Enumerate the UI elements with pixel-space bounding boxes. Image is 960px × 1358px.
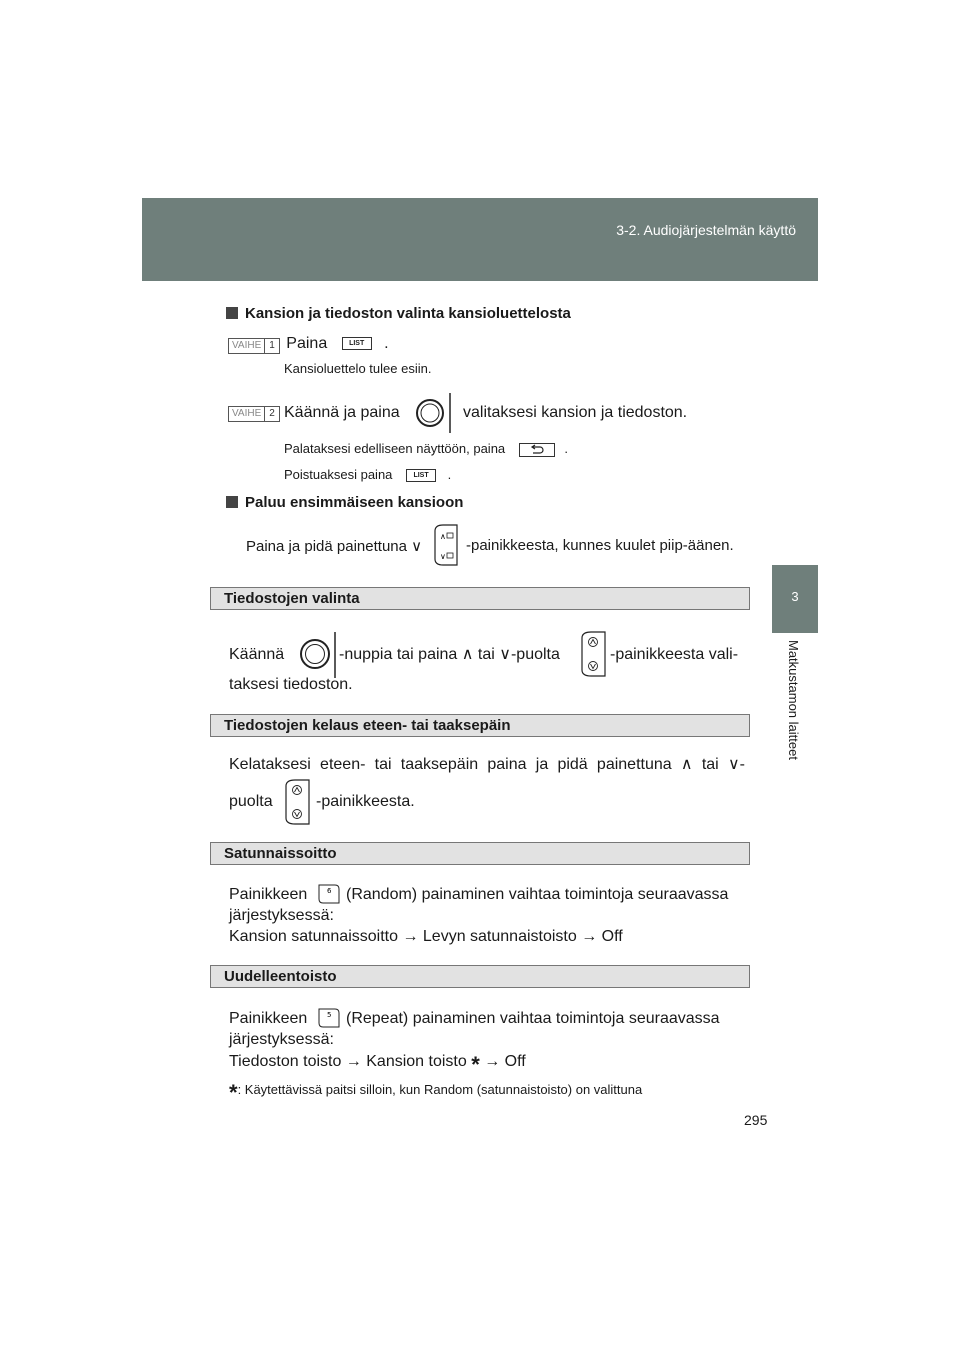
chapter-tab [772,565,818,633]
svg-text:∧: ∧ [440,532,446,541]
square-bullet-icon [226,496,238,508]
repeat-line3: Tiedoston toisto → Kansion toisto * → Off [229,1052,526,1077]
back-button-icon [519,443,555,457]
file-select-line2: taksesi tiedoston. [229,676,353,693]
random-line1: Painikkeen 6 (Random) painaminen vaihtaa toimintoja seuraavassa [229,886,729,903]
subheading-folder-select [226,305,571,322]
file-select-line1: Käännä -nuppia tai paina ∧ tai ∨-puolta -painikkeesta vali- [229,630,749,678]
breadcrumb: 3-2. Audiojärjestelmän käyttö [616,222,796,238]
seek-line2: puolta -painikkeesta. [229,778,529,826]
random-line3: Kansion satunnaissoitto → Levyn satunnaistoisto → Off [229,928,623,945]
repeat-line1: Painikkeen 5 (Repeat) painaminen vaihtaa toimintoja seuraavassa [229,1010,720,1027]
step-text: Käännä ja paina [284,404,400,421]
section-bar-random [210,842,750,865]
step-text: Paina [286,335,328,352]
section-title: Tiedostojen kelaus eteen- tai taaksepäin [224,717,511,734]
section-title: Tiedostojen valinta [224,590,360,607]
tune-knob-icon [297,632,341,678]
subheading-text: Paluu ensimmäiseen kansioon [245,494,464,511]
step-badge: VAIHE 1 [228,338,280,354]
section-bar-repeat [210,965,750,988]
first-folder-text: Paina ja pidä painettuna ∨ ∧ ∨ -painikkeesta, kunnes kuulet piip-äänen. [246,523,746,567]
preset-5-button-icon [317,1008,341,1028]
section-title: Uudelleentoisto [224,968,337,985]
seek-track-switch-icon [579,630,609,678]
subheading-text: Kansion ja tiedoston valinta kansioluettelosta [245,305,571,322]
chapter-header [142,198,818,281]
preset-6-button-icon [317,884,341,904]
square-bullet-icon [226,307,238,319]
seek-track-switch-icon [283,778,313,826]
random-line2: järjestyksessä: [229,907,334,924]
svg-text:∨: ∨ [440,552,446,561]
chapter-number: 3 [791,589,799,604]
svg-text:6: 6 [327,887,332,895]
side-label [785,640,805,840]
step-1-note: Kansioluettelo tulee esiin. [284,361,432,376]
repeat-line2: järjestyksessä: [229,1031,334,1048]
folder-up-down-switch-icon [431,523,461,567]
back-note: Palataksesi edelliseen näyttöön, paina . [284,441,569,456]
list-button-icon: LIST [342,337,372,350]
section-bar-file-select [210,587,750,610]
subheading-first-folder [226,494,463,511]
tune-knob-icon [414,392,454,434]
page-number: 295 [744,1112,768,1128]
section-bar-seek [210,714,750,737]
step-1: VAIHE 1 Paina LIST . [228,335,389,354]
list-button-icon: LIST [406,469,436,482]
section-title: Satunnaissoitto [224,845,337,862]
step-badge: VAIHE 2 [228,406,280,422]
svg-text:5: 5 [327,1011,332,1019]
footnote: *: Käytettävissä paitsi silloin, kun Random (satunnaistoisto) on valittuna [229,1080,643,1105]
side-label-text: Matkustamon laitteet [786,640,801,760]
seek-line1: Kelataksesi eteen- tai taaksepäin paina ja pidä painettuna ∧ tai ∨- [229,756,745,773]
exit-note: Poistuaksesi paina LIST . [284,467,452,482]
